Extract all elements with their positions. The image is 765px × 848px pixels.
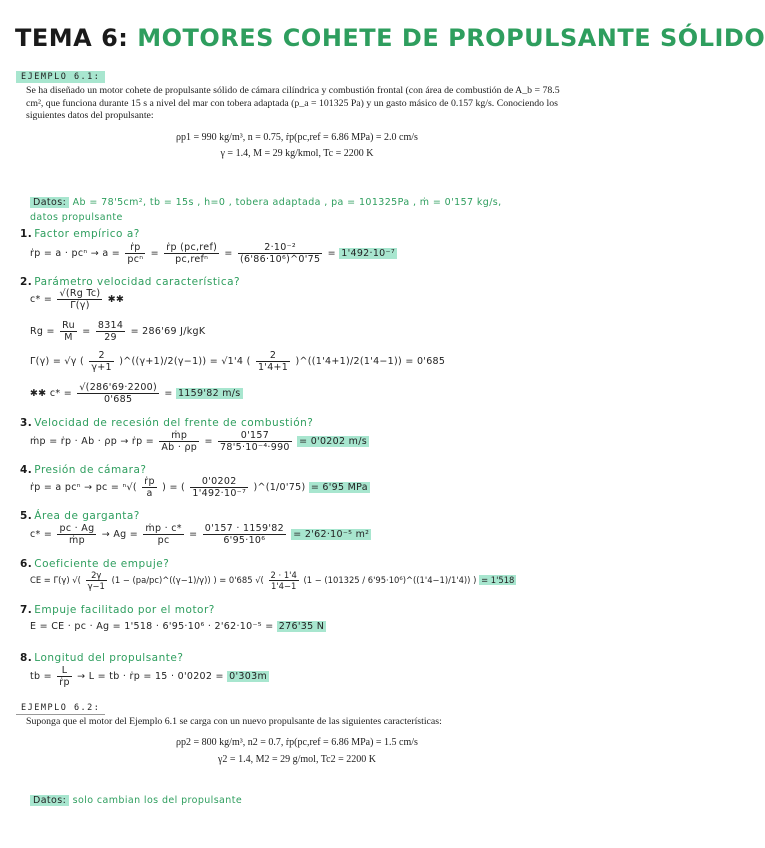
example2-label: EJEMPLO 6.2: <box>16 702 105 715</box>
example2-statement <box>26 716 568 767</box>
step-1-equation: ṙp = a · pcⁿ → a = $\frac{\text{ṙp}}{\text{pcⁿ}}$ = $\frac{\text{ṙp (pc,ref)}}{\text{pc,refⁿ}}$ = $\frac{\text{2·10⁻²}}{\text{(6'86·10⁶)\textasciicircum{}0'75}}$ = 1'492·10⁻⁷ <box>30 242 395 265</box>
step-3-heading: 3. Velocidad de recesión del frente de combustión? <box>20 417 314 429</box>
title-prefix: TEMA 6: <box>15 24 129 52</box>
datos2-line <box>30 795 242 806</box>
title-main: MOTORES COHETE DE PROPULSANTE SÓLIDO <box>137 24 765 52</box>
step-5-result: = 2'62·10⁻⁵ m² <box>293 529 370 540</box>
example1-statement <box>26 85 568 161</box>
step-7-heading: 7. Empuje facilitado por el motor? <box>20 604 215 616</box>
step-1-heading: 1. Factor empírico a? <box>20 228 140 240</box>
step-8-equation: tb = $\frac{L}{\text{ṙp}}$ → L = tb · ṙp = 15 · 0'0202 = 0'303m <box>30 665 267 688</box>
example2-eq1: ρp2 = 800 kg/m³, n2 = 0.7, ṙp(pc,ref = 6.86 MPa) = 1.5 cm/s <box>176 736 418 748</box>
datos1-label: Datos: <box>30 197 69 208</box>
datos1-line1 <box>30 197 502 208</box>
step-4-equation: ṙp = a pcⁿ → pc = ⁿ√( $\frac{\text{ṙp}}{a}$ ) = ( $\frac{0'0202}{\text{1'492·10⁻⁷}}$ )^(1/0'75) = 6'95 MPa <box>30 476 368 499</box>
step-7-result: 276'35 N <box>278 621 325 632</box>
step-2-result: 1159'82 m/s <box>177 388 241 399</box>
step-4-heading: 4. Presión de cámara? <box>20 464 147 476</box>
example1-eq1: ρp1 = 990 kg/m³, n = 0.75, ṙp(pc,ref = 6.86 MPa) = 2.0 cm/s <box>176 131 418 143</box>
step-5-heading: 5. Área de garganta? <box>20 510 140 522</box>
step-4-result: = 6'95 MPa <box>310 482 368 493</box>
step-6-result: = 1'518 <box>481 575 515 585</box>
datos2-label: Datos: <box>30 795 69 806</box>
step-2-cstar: c* = $\frac{\text{√(Rg Tc)}}{\Gamma(\gamma)}$ ✱✱ <box>30 288 125 311</box>
step-2-gamma: Γ(γ) = √γ ( $\frac{2}{\gamma+1}$ )^((γ+1)/2(γ−1)) = √1'4 ( $\frac{2}{1'4+1}$ )^((1'4+1)/2(1'4−1)) = 0'685 <box>30 350 446 373</box>
page-title <box>15 24 765 52</box>
step-6-equation: CE = Γ(γ) √( $\frac{2\gamma}{\gamma-1}$ (1 − (pa/pc)^((γ−1)/γ)) ) = 0'685 √( $\frac{2 \cdot 1'4}{1'4-1}$ (1 − (101325 / 6'95·10⁶)^((1'4−1)/1'4)) ) = 1'518 <box>30 570 515 591</box>
datos1-text: Ab = 78'5cm², tb = 15s , h=0 , tobera adaptada , pa = 101325Pa , ṁ = 0'157 kg/s, <box>72 197 502 208</box>
step-6-heading: 6. Coeficiente de empuje? <box>20 558 170 570</box>
datos2-text: solo cambian los del propulsante <box>72 795 243 806</box>
step-8-result: 0'303m <box>229 671 267 682</box>
example1-eq2: γ = 1.4, M = 29 kg/kmol, Tc = 2200 K <box>220 148 374 159</box>
example2-eq2: γ2 = 1.4, M2 = 29 g/mol, Tc2 = 2200 K <box>218 754 376 765</box>
example1-text: Se ha diseñado un motor cohete de propulsante sólido de cámara cilíndrica y combustión frontal (con área de combustión de A_b = 78.5 cm², que funciona durante 15 s a nivel del mar con tobera adaptada (p_a = 101325 Pa) y un gasto másico de 0.157 kg/s. Conociendo los siguientes datos del propulsante: <box>26 85 560 121</box>
step-3-result: = 0'0202 m/s <box>299 436 367 447</box>
datos1-line2: datos propulsante <box>30 212 123 223</box>
step-2-result-line: ✱✱ c* = $\frac{√(286'69\cdot 2200)}{0'685}$ = 1159'82 m/s <box>30 382 241 405</box>
step-5-equation: c* = $\frac{pc \cdot Ag}{\text{ṁp}}$ → Ag = $\frac{\text{ṁp · c*}}{pc}$ = $\frac{0'157 \cdot 1159'82}{\text{6'95·10⁶}}$ = 2'62·10⁻⁵ m² <box>30 523 370 546</box>
step-2-heading: 2. Parámetro velocidad característica? <box>20 276 241 288</box>
step-8-heading: 8. Longitud del propulsante? <box>20 652 184 664</box>
step-1-result: 1'492·10⁻⁷ <box>341 248 395 259</box>
example1-label: EJEMPLO 6.1: <box>16 71 105 83</box>
step-7-equation: E = CE · pc · Ag = 1'518 · 6'95·10⁶ · 2'62·10⁻⁵ = 276'35 N <box>30 621 325 632</box>
example2-text: Suponga que el motor del Ejemplo 6.1 se carga con un nuevo propulsante de las siguientes características: <box>26 716 442 727</box>
step-2-rg: Rg = $\frac{Ru}{M}$ = $\frac{8314}{29}$ = 286'69 J/kgK <box>30 320 206 343</box>
step-3-equation: ṁp = ṙp · Ab · ρp → ṙp = $\frac{\text{ṁp}}{Ab \cdot \rho p}$ = $\frac{0'157}{\text{78'5·10⁻⁴·990}}$ = 0'0202 m/s <box>30 430 367 453</box>
